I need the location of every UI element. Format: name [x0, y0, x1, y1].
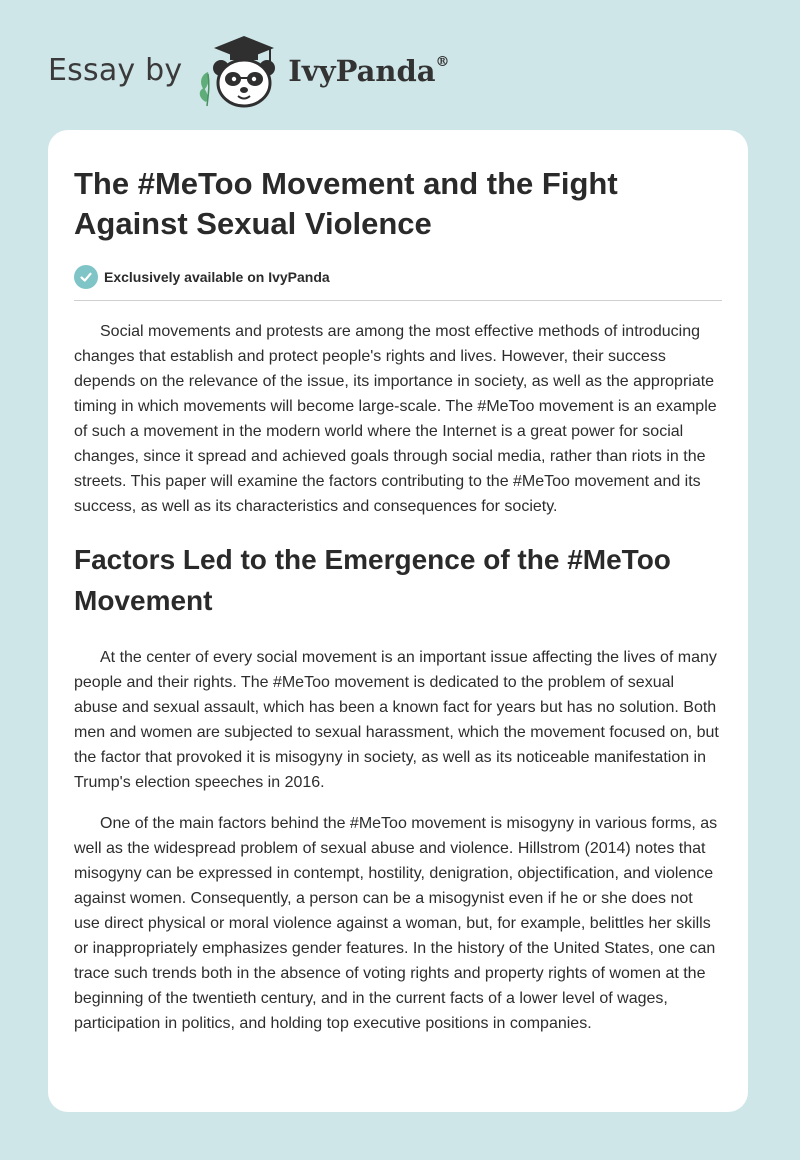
section-heading: Factors Led to the Emergence of the #MeToo Movement: [74, 544, 671, 616]
body-paragraph-1: At the center of every social movement is an important issue affecting the lives of many people and their rights. The #MeToo movement is dedicated to the problem of sexual abuse and sexual assault, which has been a known fact for years but has no solution. Both men and women are subjected to sexual harassment, which the movement focused on, but the factor that provoked it is misogyny in society, as well as its noticeable manifestation in Trump's election speeches in 2016.: [74, 649, 719, 791]
ivy-leaf-icon: [200, 72, 209, 106]
essay-title: The #MeToo Movement and the Fight Against Sexual Violence: [74, 166, 618, 241]
brand-text: IvyPanda: [288, 54, 436, 88]
exclusive-badge: [74, 264, 722, 290]
site-header: [48, 30, 450, 110]
exclusive-label: Exclusively available on IvyPanda: [104, 269, 330, 285]
brand-name[interactable]: [288, 54, 449, 88]
panda-graduate-icon[interactable]: [194, 30, 284, 110]
check-icon: [74, 265, 98, 289]
trademark-symbol: ®: [435, 54, 450, 71]
essay-card: [48, 130, 748, 1112]
essay-by-label: Essay by: [48, 52, 183, 88]
divider: [74, 300, 722, 301]
body-paragraph-2: One of the main factors behind the #MeToo movement is misogyny in various forms, as well as the widespread problem of sexual abuse and violence. Hillstrom (2014) notes that misogyny can be expressed in contempt, hostility, denigration, objectification, and violence against women. Consequently, a person can be a misogynist even if he or she does not use direct physical or moral violence against a woman, but, for example, belittles her skills or inappropriately emphasizes gender features. In the history of the United States, one can trace such trends both in the absence of voting rights and property rights of women at the beginning of the twentieth century, and in the current facts of a lower level of wages, participation in politics, and holding top executive positions in companies.: [74, 815, 718, 1032]
intro-paragraph: Social movements and protests are among the most effective methods of introducing changes that establish and protect people's rights and lives. However, their success depends on the relevance of the issue, its importance in society, as well as the appropriate timing in which movements will become large-scale. The #MeToo movement is an example of such a movement in the modern world where the Internet is a great power for social changes, since it spread and achieved goals through social media, rather than riots in the streets. This paper will examine the factors contributing to the #MeToo movement and its success, as well as its characteristics and consequences for society.: [74, 323, 717, 515]
